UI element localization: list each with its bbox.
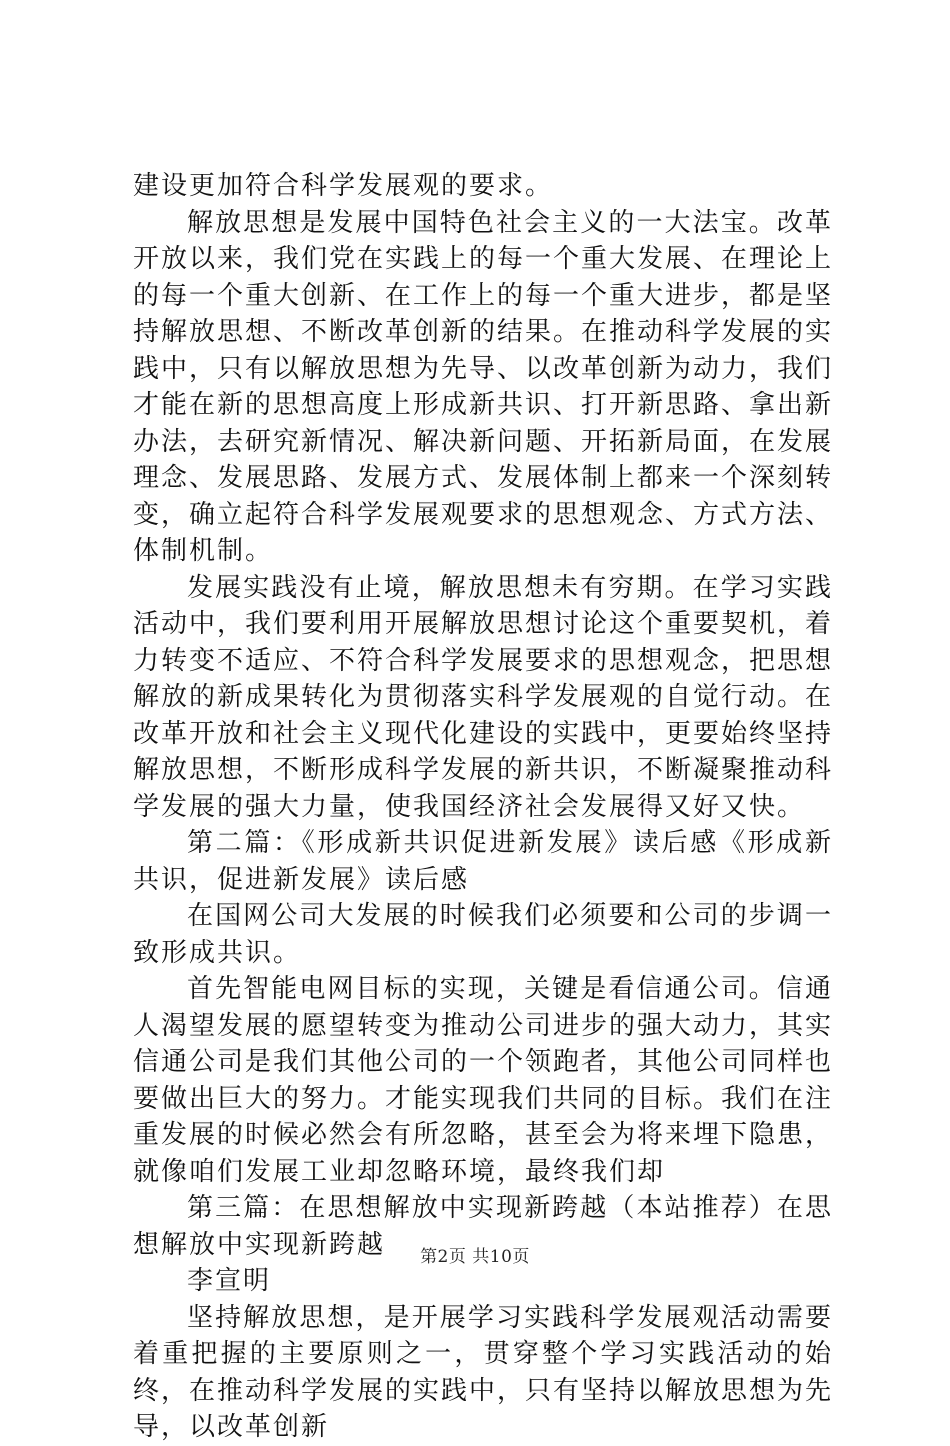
paragraph-1: 建设更加符合科学发展观的要求。: [133, 171, 554, 201]
section-heading-2: 第二篇：《形成新共识促进新发展》读后感《形成新共识，促进新发展》读后感: [133, 828, 833, 895]
page-number-footer: 第2页 共10页: [420, 1247, 530, 1267]
paragraph-4: 在国网公司大发展的时候我们必须要和公司的步调一致形成共识。: [133, 901, 833, 968]
section-heading-3: 第三篇：在思想解放中实现新跨越（本站推荐）在思想解放中实现新跨越: [133, 1193, 833, 1260]
paragraph-3: 发展实践没有止境，解放思想未有穷期。在学习实践活动中，我们要利用开展解放思想讨论这个重要契机，着力转变不适应、不符合科学发展要求的思想观念，把思想解放的新成果转化为贯彻落实科学发展观的自觉行动。在改革开放和社会主义现代化建设的实践中，更要始终坚持解放思想，不断形成科学发展的新共识，不断凝聚推动科学发展的强大力量，使我国经济社会发展得又好又快。: [133, 572, 834, 822]
paragraph-2: 解放思想是发展中国特色社会主义的一大法宝。改革开放以来，我们党在实践上的每一个重大发展、在理论上的每一个重大创新、在工作上的每一个重大进步，都是坚持解放思想、不断改革创新的结果。在推动科学发展的实践中，只有以解放思想为先导、以改革创新为动力，我们才能在新的思想高度上形成新共识、打开新思路、拿出新办法，去研究新情况、解决新问题、开拓新局面，在发展理念、发展思路、发展方式、发展体制上都来一个深刻转变，确立起符合科学发展观要求的思想观念、方式方法、体制机制。: [133, 207, 834, 566]
paragraph-5: 首先智能电网目标的实现，关键是看信通公司。信通人渴望发展的愿望转变为推动公司进步的强大动力，其实信通公司是我们其他公司的一个领跑者，其他公司同样也要做出巨大的努力。才能实现我们共同的目标。我们在注重发展的时候必然会有所忽略，甚至会为将来埋下隐患，就像咱们发展工业却忽略环境，最终我们却: [133, 974, 834, 1187]
paragraph-6: 坚持解放思想，是开展学习实践科学发展观活动需要着重把握的主要原则之一，贯穿整个学习实践活动的始终，在推动科学发展的实践中，只有坚持以解放思想为先导，以改革创新: [133, 1302, 834, 1442]
author-name: 李宣明: [187, 1266, 272, 1296]
